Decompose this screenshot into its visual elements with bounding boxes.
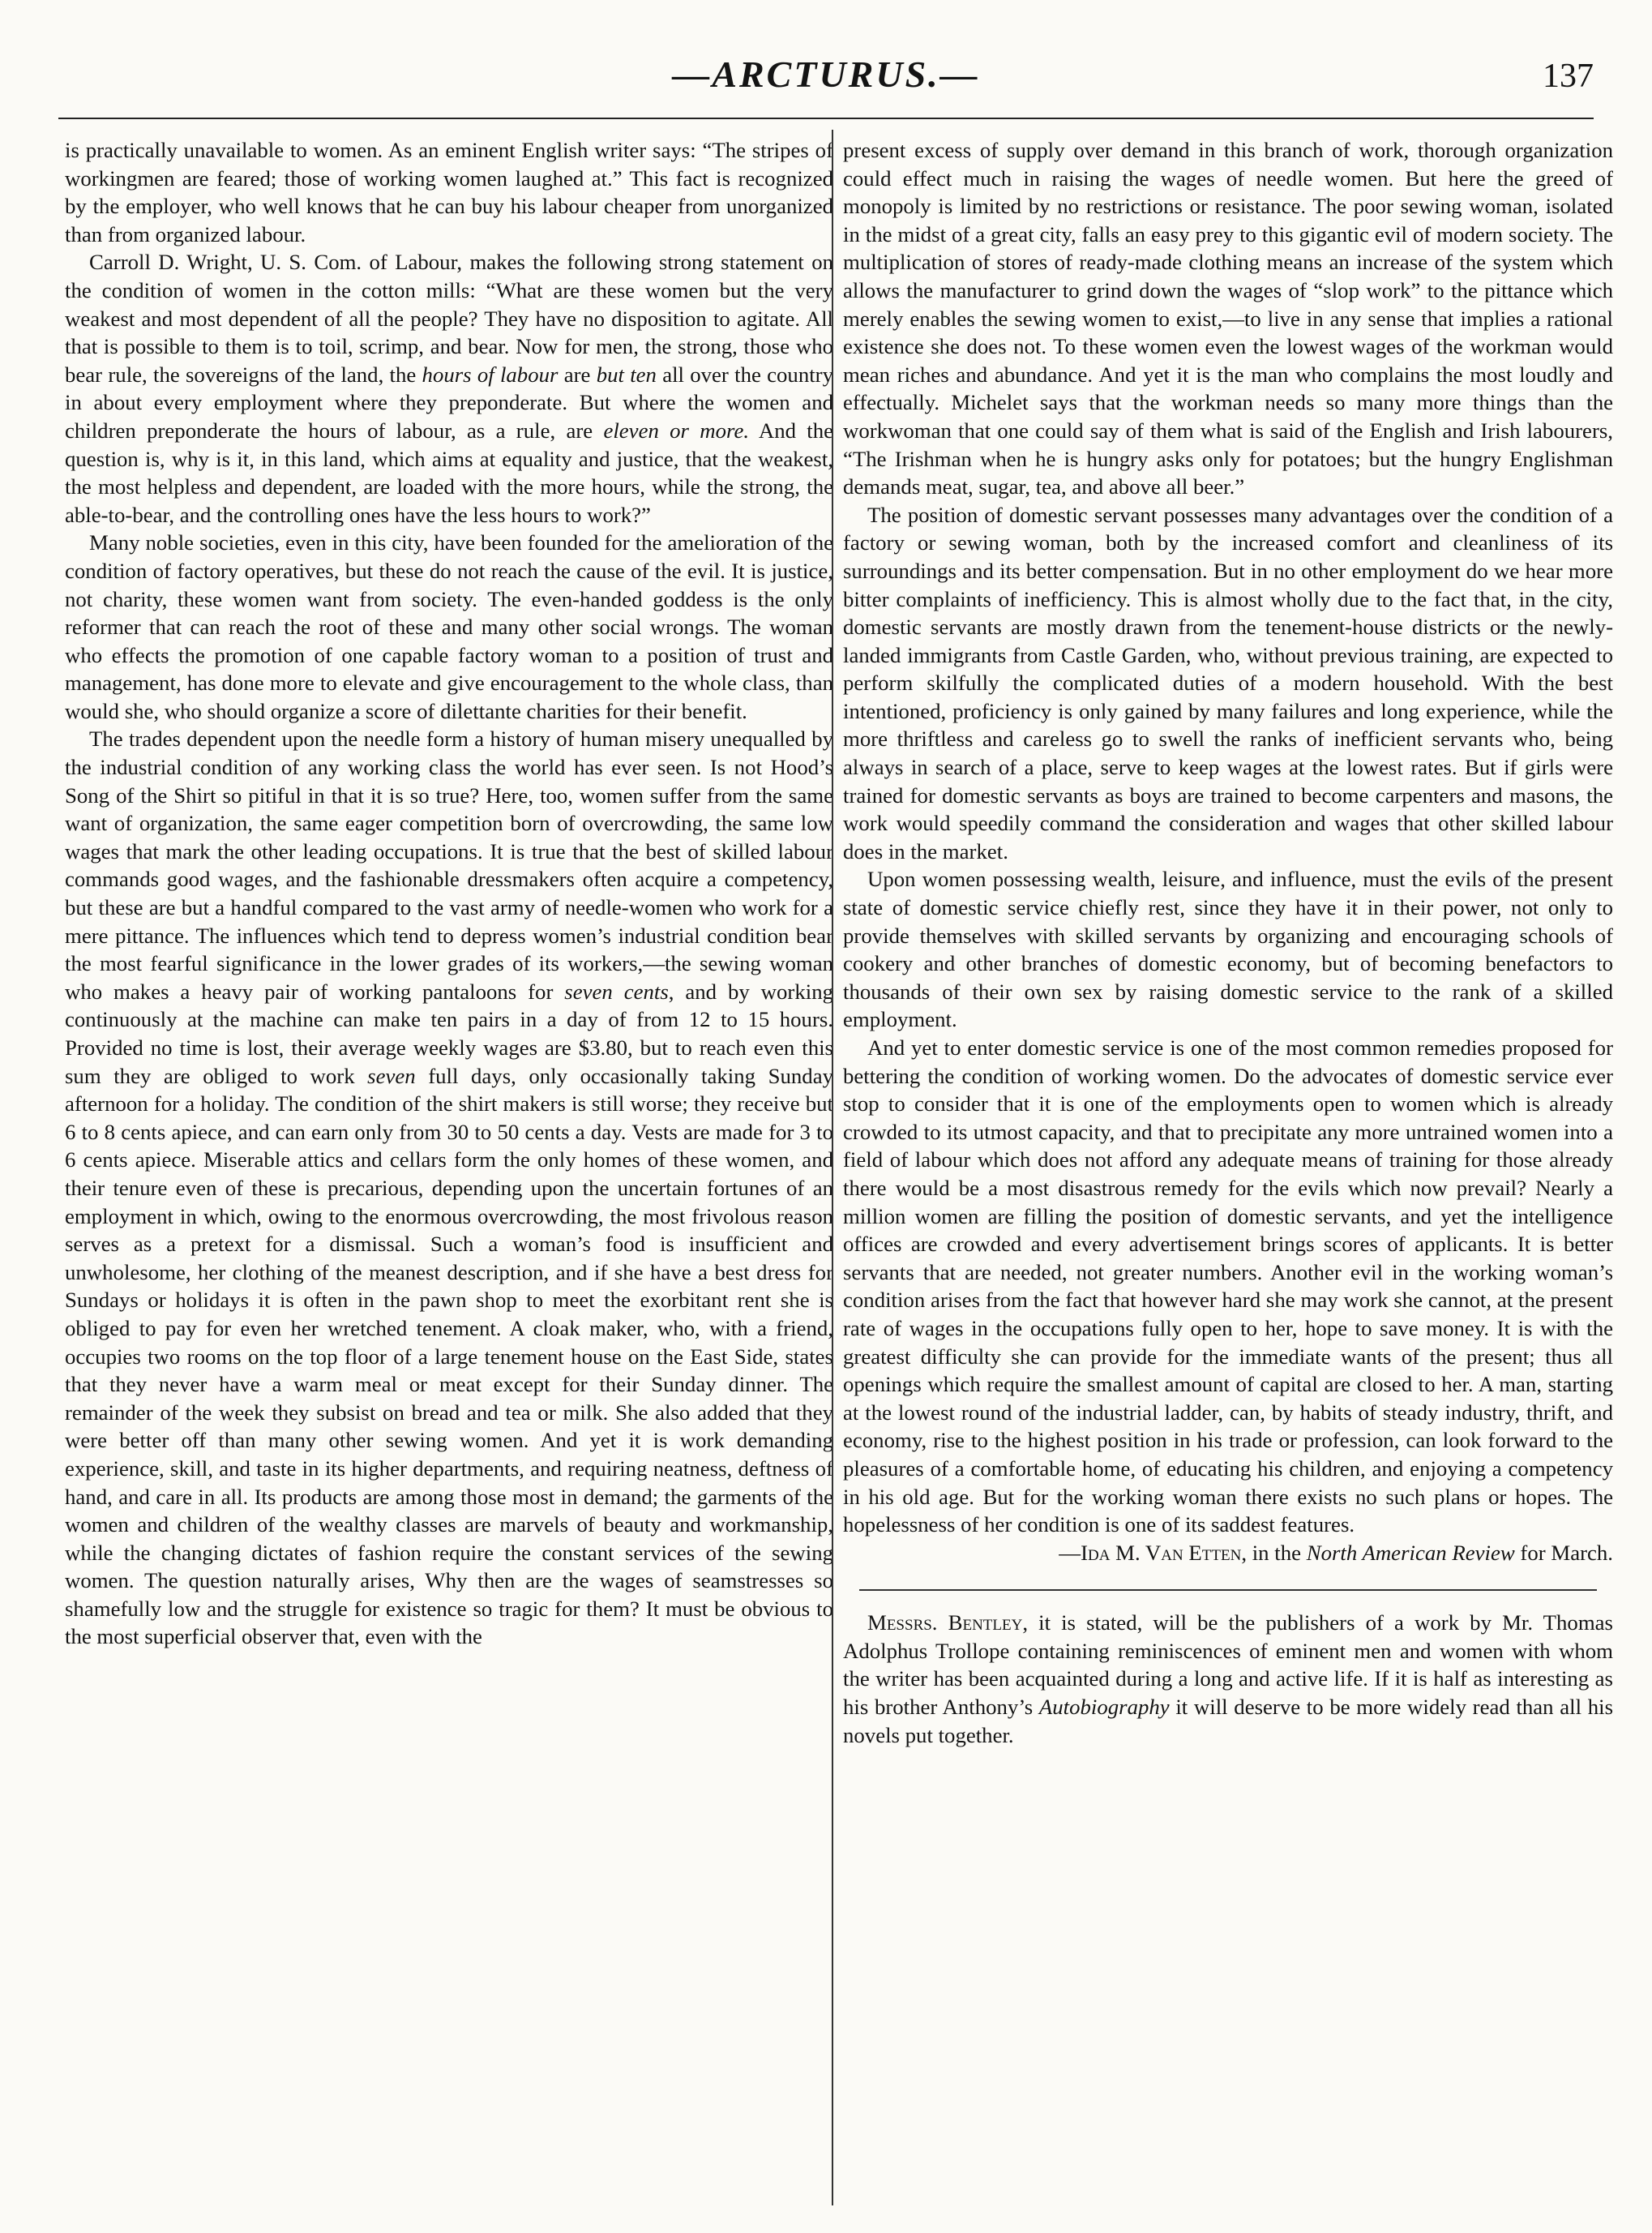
paragraph-text: , it is stated, will be the publishers of a work by Mr. Thomas Adolphus Trollope containing reminiscences of eminent men and women with whom the writer has been acquainted during a long and active life. If it is half as interesting as his brother Anthony’s (843, 1610, 1613, 1720)
notice-lead: Messrs. Bentley (867, 1610, 1023, 1635)
paragraph-text: present excess of supply over demand in this branch of work, thorough organization could effect much in raising the wages of needle women. But here the greed of monopoly is limited by no restrictions or resistance. The poor sewing woman, isolated in the midst of a great city, falls an easy prey to this gigantic evil of modern society. The multiplication of stores of ready-made clothing means an increase of the system which allows the manufacturer to grind down the wages of “slop work” to the pittance which merely enables the sewing women to exist,—to live in any sense that implies a rational existence she does not. To these women even the lowest wages of the workman would mean riches and abundance. And yet it is the man who complains the most loudly and effectually. Michelet says that the workman needs so many more things than the workwoman that one could say of them what is said of the English and Irish labourers, “The Irishman when he is hungry asks only for potatoes; but the hungry Englishman demands meat, sugar, tea, and above all beer.” (843, 138, 1613, 499)
paragraph (65, 725, 833, 1651)
page-number: 137 (1543, 58, 1594, 95)
right-column (843, 136, 1613, 2196)
header-rule (58, 118, 1594, 119)
paragraph-text: And the question is, why is it, in this land, which aims at equality and justice, that the weakest, the most helpless and dependent, are loaded with the more hours, while the strong, the able-to-bear, and the controlling ones have the less hours to work?” (65, 418, 833, 527)
paragraph (843, 136, 1613, 501)
paragraph (65, 529, 833, 725)
author-name: —Ida M. Van Etten (1059, 1540, 1242, 1565)
section-rule (859, 1589, 1597, 1591)
paragraph-text: The trades dependent upon the needle form a history of human misery unequalled by the industrial condition of any working class the world has ever seen. Is not Hood’s Song of the Shirt so pitiful in that it is so true? Here, too, women suffer from the same want of organization, the same eager competition born of overcrowding, the same low wages that mark the other leading occupations. It is true that the best of skilled labour commands good wages, and the fashionable dressmakers often acquire a competency, but these are but a handful compared to the vast army of needle-women who work for a mere pittance. The influences which tend to depress women’s industrial condition bear the most fearful significance in the lower grades of its workers,—the sewing woman who makes a heavy pair of working pantaloons for (65, 726, 833, 1004)
paragraph-text: And yet to enter domestic service is one of the most common remedies proposed for bettering the condition of working women. Do the advocates of domestic service ever stop to consider that it is one of the employments open to women which is already crowded to its utmost capacity, and that to precipitate any more untrained women into a field of labour which does not afford any adequate means of training for those already there would be a most disastrous remedy for the evils which now prevail? Nearly a million women are filling the position of domestic servants, and yet the intelligence offices are crowded and every advertisement brings scores of applicants. It is better servants that are needed, not greater numbers. Another evil in the working woman’s condition arises from the fact that however hard she may work she cannot, at the present rate of wages in the occupations fully open to her, hope to save money. It is with the greatest difficulty she can provide for the immediate wants of the present; thus all openings which require the smallest amount of capital are closed to her. A man, starting at the lowest round of the industrial ladder, can, by habits of steady industry, thrift, and economy, rise to the highest position in his trade or profession, can look forward to the pleasures of a comfortable home, of educating his children, and enjoying a competency in his old age. But for the working woman there exists no such plans or hopes. The hopelessness of her condition is one of its saddest features. (843, 1035, 1613, 1537)
paragraph (65, 136, 833, 248)
left-column (65, 136, 833, 2196)
paragraph-text: is practically unavailable to women. As an eminent English writer says: “The stripes of workingmen are feared; those of working women laughed at.” This fact is recognized by the employer, who well knows that he can buy his labour cheaper from unorganized than from organized labour. (65, 138, 833, 246)
paragraph-text: Upon women possessing wealth, leisure, and influence, must the evils of the present state of domestic service chiefly rest, since they have it in their power, not only to provide themselves with skilled servants by organizing and encouraging schools of cookery and other branches of domestic economy, but of becoming benefactors to thousands of their own sex by raising domestic service to the rank of a skilled employment. (843, 867, 1613, 1032)
paragraph-text: it will deserve to be more widely read than all his novels put together. (843, 1695, 1613, 1747)
paragraph-text: all over the country in about every employment where they preponderate. But where the women and children preponderate the hours of labour, as a rule, are (65, 362, 833, 443)
article-signature (843, 1539, 1613, 1567)
paragraph-text: full days, only occasionally taking Sunday afternoon for a holiday. The condition of the shirt makers is still worse; they receive but 6 to 8 cents apiece, and can earn only from 30 to 50 cents a day. Vests are made for 3 to 6 cents apiece. Miserable attics and cellars form the only homes of these women, and their tenure even of these is precarious, depending upon the uncertain fortunes of an employment in which, owing to the enormous overcrowding, the most frivolous reason serves as a pretext for a dismissal. Such a woman’s food is insufficient and unwholesome, her clothing of the meanest description, and if she have a best dress for Sundays or holidays it is often in the pawn shop to meet the exorbitant rent she is obliged to pay for even her wretched tenement. A cloak maker, who, with a friend, occupies two rooms on the top floor of a large tenement house on the East Side, states that they never have a warm meal or meat except for their Sunday dinner. The remainder of the week they subsist on bread and tea or milk. She also added that they were better off than many other sewing women. And yet it is work demanding experience, skill, and taste in its higher departments, and requiring neatness, deftness of hand, and care in all. Its products are among those most in demand; the garments of the women and children of the wealthy classes are marvels of beauty and workmanship, while the changing dictates of fashion require the constant services of the sewing women. The question naturally arises, Why then are the wages of seamstresses so shamefully low and the struggle for existence so tragic for them? It must be obvious to the most superficial observer that, even with the (65, 1063, 833, 1649)
paragraph (843, 865, 1613, 1034)
paragraph (843, 501, 1613, 866)
emphasis-text: Autobiography (1038, 1695, 1170, 1720)
signature-text: for March. (1514, 1540, 1613, 1565)
emphasis-text: eleven or more. (603, 418, 750, 443)
paragraph-text: The position of domestic servant possesses many advantages over the condition of a factory or sewing woman, both by the increased comfort and cleanliness of its surroundings and its better compensation. But in no other employment do we hear more bitter complaints of inefficiency. This is almost wholly due to the fact that, in the city, domestic servants are mostly drawn from the tenement-house districts or the newly-landed immigrants from Castle Garden, who, without previous training, are expected to perform skilfully the complicated duties of a modern household. With the best intentioned, proficiency is only gained by many failures and long experience, while the more thriftless and careless go to swell the ranks of inefficient servants who, being always in search of a place, serve to keep wages at the lowest rates. But if girls were trained for domestic servants as boys are trained to become carpenters and masons, the work would speedily command the consideration and wages that other skilled labour does in the market. (843, 502, 1613, 864)
emphasis-text: hours of labour (422, 362, 559, 387)
paragraph (65, 248, 833, 529)
paragraph-text: are (558, 362, 597, 387)
emphasis-text: seven (367, 1063, 416, 1088)
notice-paragraph (843, 1609, 1613, 1749)
page-header (58, 50, 1594, 107)
column-divider (832, 130, 833, 2205)
emphasis-text: seven cents (564, 979, 669, 1004)
paragraph-text: Many noble societies, even in this city, have been founded for the amelioration of the condition of factory operatives, but these do not reach the cause of the evil. It is justice, not charity, these women want from society. The even-handed goddess is the only reformer that can reach the root of these and many other social wrongs. The woman who effects the promotion of one capable factory woman to a position of trust and management, has done more to elevate and give encouragement to the whole class, than would she, who should organize a score of dilettante charities for their benefit. (65, 530, 833, 723)
emphasis-text: but ten (596, 362, 657, 387)
masthead-title: —ARCTURUS.— (672, 54, 980, 95)
paragraph-text: , and by working continuously at the machine can make ten pairs in a day of from 12 to 15 hours. Provided no time is lost, their average weekly wages are $3.80, but to reach even this sum they are obliged to work (65, 979, 833, 1088)
signature-text: , in the (1241, 1540, 1307, 1565)
publication-name: North American Review (1306, 1540, 1515, 1565)
paragraph-text: Carroll D. Wright, U. S. Com. of Labour, makes the following strong statement on the condition of women in the cotton mills: “What are these women but the very weakest and most dependent of all the people? They have no disposition to agitate. All that is possible to them is to toil, scrimp, and bear. Now for men, the strong, those who bear rule, the sovereigns of the land, the (65, 250, 833, 387)
paragraph (843, 1034, 1613, 1539)
